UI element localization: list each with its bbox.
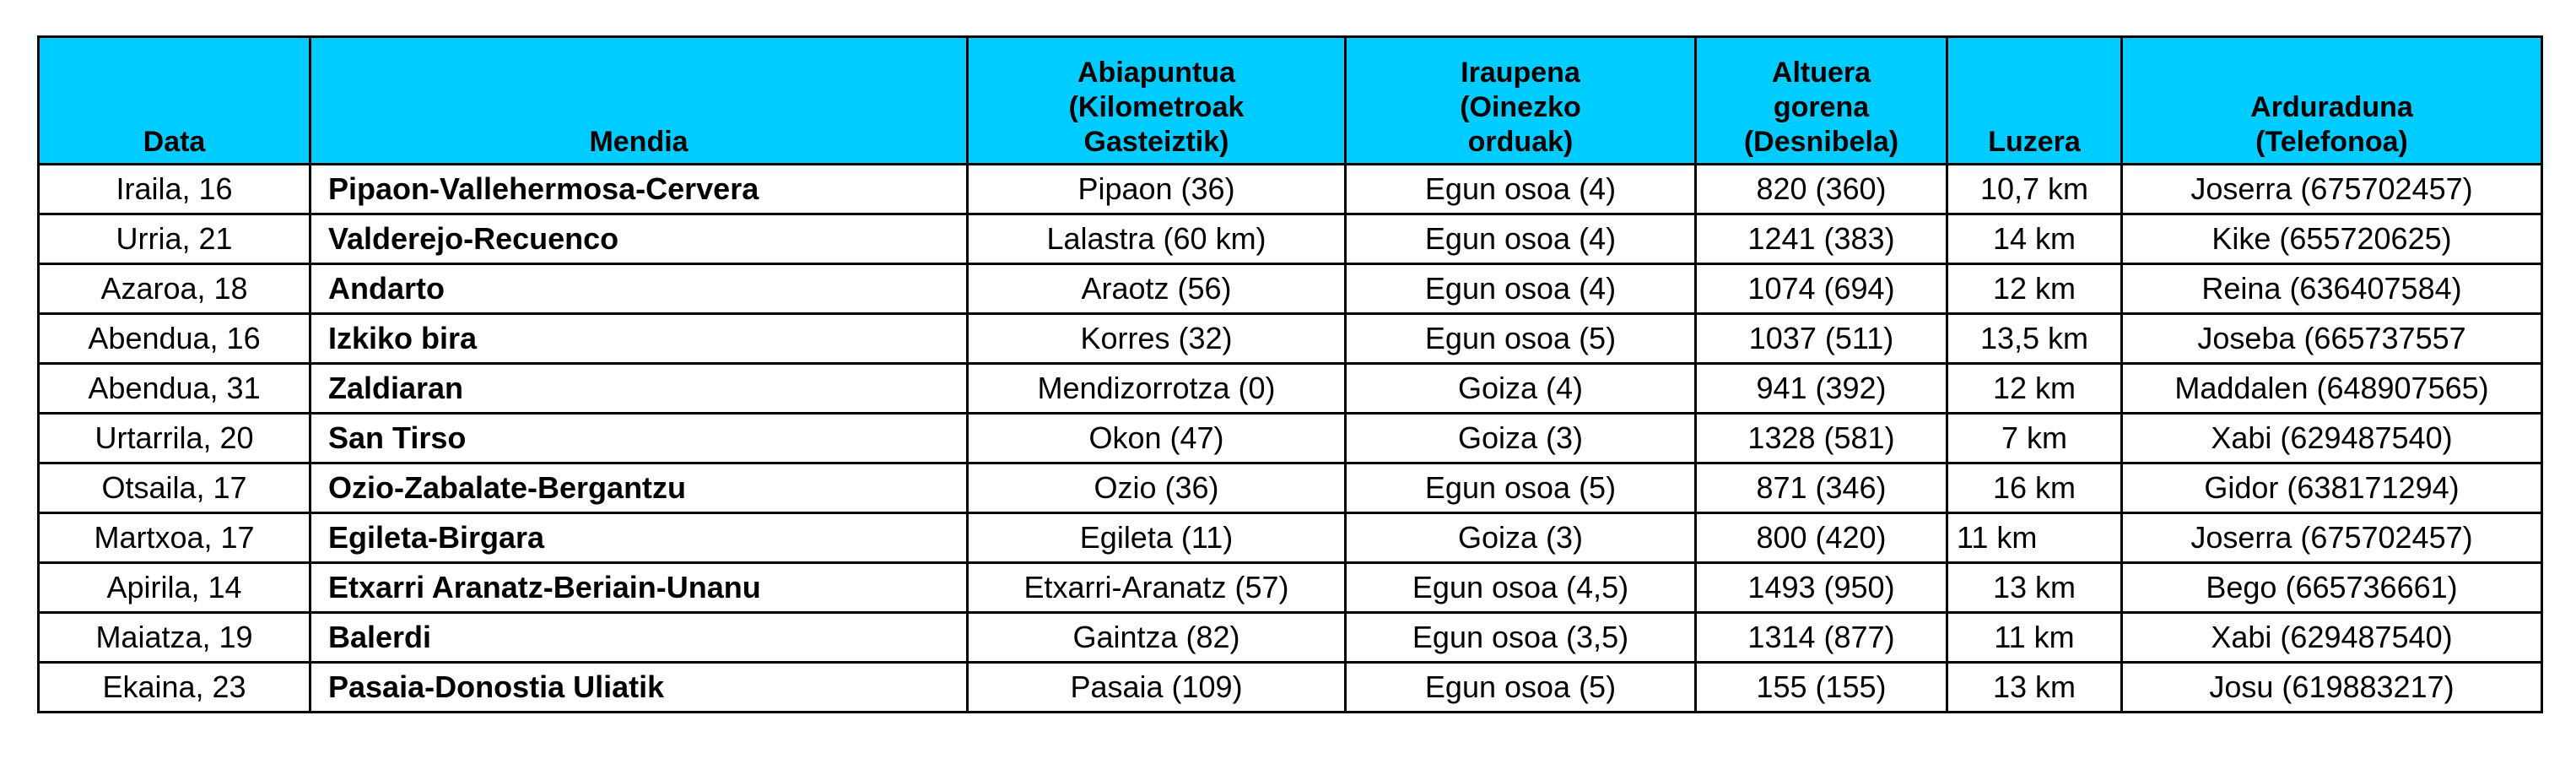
header-altuera: Altuera gorena (Desnibela) [1696, 37, 1947, 165]
cell-data: Urtarrila, 20 [39, 414, 311, 463]
cell-luzera: 13 km [1947, 663, 2122, 713]
table-row [39, 563, 2542, 613]
header-arduraduna: Arduraduna (Telefonoa) [2122, 37, 2542, 165]
cell-arduraduna: Reina (636407584) [2122, 264, 2542, 314]
cell-abiapuntua: Etxarri-Aranatz (57) [968, 563, 1346, 613]
cell-luzera: 11 km [1947, 613, 2122, 663]
cell-mendia: Andarto [311, 264, 968, 314]
cell-mendia: Balerdi [311, 613, 968, 663]
cell-iraupena: Goiza (4) [1346, 364, 1696, 414]
cell-altuera: 800 (420) [1696, 513, 1947, 563]
cell-data: Apirila, 14 [39, 563, 311, 613]
cell-abiapuntua: Mendizorrotza (0) [968, 364, 1346, 414]
cell-arduraduna: Josu (619883217) [2122, 663, 2542, 713]
cell-luzera: 13 km [1947, 563, 2122, 613]
cell-data: Martxoa, 17 [39, 513, 311, 563]
cell-iraupena: Egun osoa (4) [1346, 165, 1696, 214]
cell-arduraduna: Bego (665736661) [2122, 563, 2542, 613]
table-row [39, 314, 2542, 364]
header-row [39, 37, 2542, 165]
cell-data: Abendua, 31 [39, 364, 311, 414]
table-row [39, 513, 2542, 563]
header-mendia: Mendia [311, 37, 968, 165]
cell-altuera: 155 (155) [1696, 663, 1947, 713]
cell-iraupena: Goiza (3) [1346, 414, 1696, 463]
cell-mendia: Zaldiaran [311, 364, 968, 414]
cell-abiapuntua: Pasaia (109) [968, 663, 1346, 713]
cell-luzera: 13,5 km [1947, 314, 2122, 364]
cell-data: Maiatza, 19 [39, 613, 311, 663]
cell-arduraduna: Maddalen (648907565) [2122, 364, 2542, 414]
cell-arduraduna: Xabi (629487540) [2122, 613, 2542, 663]
table-row [39, 264, 2542, 314]
cell-luzera: 12 km [1947, 264, 2122, 314]
cell-iraupena: Egun osoa (4) [1346, 214, 1696, 264]
header-abiapuntua: Abiapuntua (Kilometroak Gasteiztik) [968, 37, 1346, 165]
cell-abiapuntua: Ozio (36) [968, 463, 1346, 513]
cell-arduraduna: Xabi (629487540) [2122, 414, 2542, 463]
cell-luzera: 14 km [1947, 214, 2122, 264]
cell-altuera: 1074 (694) [1696, 264, 1947, 314]
cell-data: Urria, 21 [39, 214, 311, 264]
header-data: Data [39, 37, 311, 165]
cell-mendia: Etxarri Aranatz-Beriain-Unanu [311, 563, 968, 613]
cell-abiapuntua: Korres (32) [968, 314, 1346, 364]
table-row [39, 214, 2542, 264]
table-row [39, 414, 2542, 463]
cell-data: Azaroa, 18 [39, 264, 311, 314]
table-row [39, 364, 2542, 414]
cell-arduraduna: Joseba (665737557 [2122, 314, 2542, 364]
cell-iraupena: Egun osoa (4,5) [1346, 563, 1696, 613]
cell-altuera: 1328 (581) [1696, 414, 1947, 463]
cell-arduraduna: Joserra (675702457) [2122, 513, 2542, 563]
cell-luzera: 16 km [1947, 463, 2122, 513]
header-iraupena: Iraupena (Oinezko orduak) [1346, 37, 1696, 165]
cell-mendia: San Tirso [311, 414, 968, 463]
table-body [39, 165, 2542, 713]
cell-iraupena: Egun osoa (5) [1346, 663, 1696, 713]
cell-iraupena: Egun osoa (3,5) [1346, 613, 1696, 663]
cell-arduraduna: Kike (655720625) [2122, 214, 2542, 264]
cell-altuera: 941 (392) [1696, 364, 1947, 414]
cell-iraupena: Egun osoa (5) [1346, 463, 1696, 513]
table-row [39, 663, 2542, 713]
cell-iraupena: Egun osoa (4) [1346, 264, 1696, 314]
cell-iraupena: Egun osoa (5) [1346, 314, 1696, 364]
cell-abiapuntua: Egileta (11) [968, 513, 1346, 563]
cell-luzera: 12 km [1947, 364, 2122, 414]
cell-luzera: 11 km [1947, 513, 2122, 563]
cell-arduraduna: Gidor (638171294) [2122, 463, 2542, 513]
cell-luzera: 7 km [1947, 414, 2122, 463]
cell-altuera: 1241 (383) [1696, 214, 1947, 264]
cell-data: Ekaina, 23 [39, 663, 311, 713]
cell-abiapuntua: Okon (47) [968, 414, 1346, 463]
cell-mendia: Pipaon-Vallehermosa-Cervera [311, 165, 968, 214]
cell-data: Abendua, 16 [39, 314, 311, 364]
cell-abiapuntua: Gaintza (82) [968, 613, 1346, 663]
header-luzera: Luzera [1947, 37, 2122, 165]
cell-iraupena: Goiza (3) [1346, 513, 1696, 563]
cell-altuera: 1493 (950) [1696, 563, 1947, 613]
schedule-table [37, 35, 2543, 713]
cell-abiapuntua: Pipaon (36) [968, 165, 1346, 214]
cell-abiapuntua: Araotz (56) [968, 264, 1346, 314]
cell-mendia: Ozio-Zabalate-Bergantzu [311, 463, 968, 513]
cell-mendia: Pasaia-Donostia Uliatik [311, 663, 968, 713]
table-row [39, 613, 2542, 663]
table-header [39, 37, 2542, 165]
cell-arduraduna: Joserra (675702457) [2122, 165, 2542, 214]
table-row [39, 463, 2542, 513]
cell-altuera: 871 (346) [1696, 463, 1947, 513]
cell-altuera: 1037 (511) [1696, 314, 1947, 364]
cell-abiapuntua: Lalastra (60 km) [968, 214, 1346, 264]
cell-data: Iraila, 16 [39, 165, 311, 214]
cell-data: Otsaila, 17 [39, 463, 311, 513]
cell-luzera: 10,7 km [1947, 165, 2122, 214]
cell-mendia: Valderejo-Recuenco [311, 214, 968, 264]
cell-mendia: Egileta-Birgara [311, 513, 968, 563]
cell-altuera: 820 (360) [1696, 165, 1947, 214]
cell-altuera: 1314 (877) [1696, 613, 1947, 663]
table-row [39, 165, 2542, 214]
cell-mendia: Izkiko bira [311, 314, 968, 364]
